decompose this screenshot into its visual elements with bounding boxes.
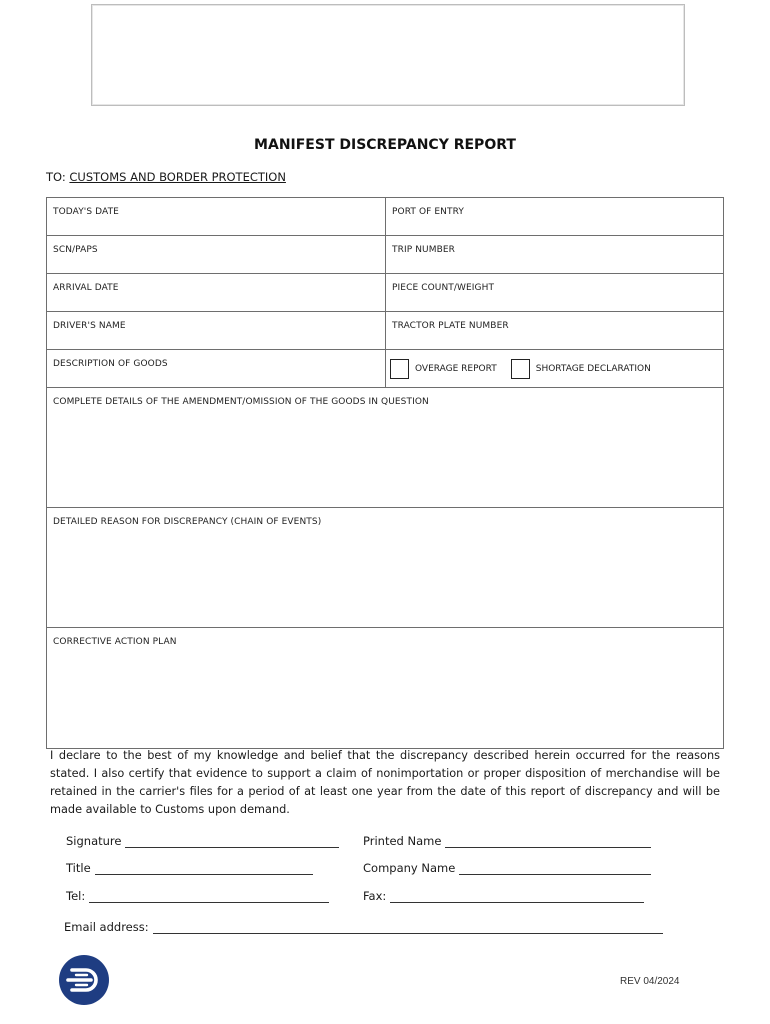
field-label: DESCRIPTION OF GOODS <box>53 359 168 369</box>
declaration-text: I declare to the best of my knowledge and belief that the discrepancy described herein occurred for the reasons stated. I also certify that evidence to support a claim of nonimportation or proper disposition of merchandise will be retained in the carrier's files for a period of at least one year from the date of this report of discrepancy and will be made available to Customs upon demand. <box>50 749 720 816</box>
scn-paps-field[interactable] <box>47 236 386 273</box>
field-label: PORT OF ENTRY <box>392 207 464 217</box>
port-of-entry-field[interactable] <box>386 198 723 235</box>
printed-name-label: Printed Name <box>363 834 442 848</box>
logo-placeholder-box <box>91 4 685 106</box>
form-row <box>47 350 723 388</box>
email-field <box>64 920 663 934</box>
to-recipient: CUSTOMS AND BORDER PROTECTION <box>69 170 286 184</box>
form-row <box>47 274 723 312</box>
report-type-cell <box>386 350 723 387</box>
corrective-action-field[interactable] <box>47 628 723 748</box>
page-title: MANIFEST DISCREPANCY REPORT <box>254 137 516 153</box>
title-label: Title <box>66 861 91 875</box>
company-logo-icon <box>58 954 110 1006</box>
to-label: TO: <box>46 170 66 184</box>
to-line <box>46 170 286 184</box>
revision-label: REV 04/2024 <box>620 976 680 987</box>
fax-input-line[interactable] <box>390 890 644 903</box>
form-row <box>47 508 723 628</box>
description-of-goods-field[interactable] <box>47 350 386 387</box>
drivers-name-field[interactable] <box>47 312 386 349</box>
form-row <box>47 198 723 236</box>
overage-report-option <box>390 359 497 379</box>
signature-label: Signature <box>66 834 122 848</box>
report-form-table <box>46 197 724 749</box>
form-row <box>47 236 723 274</box>
form-row <box>47 388 723 508</box>
field-label: CORRECTIVE ACTION PLAN <box>53 637 177 647</box>
complete-details-field[interactable] <box>47 388 723 507</box>
arrival-date-field[interactable] <box>47 274 386 311</box>
tel-field <box>66 889 329 903</box>
email-label: Email address: <box>64 920 149 934</box>
signature-field <box>66 834 339 848</box>
detailed-reason-field[interactable] <box>47 508 723 627</box>
printed-name-input-line[interactable] <box>445 835 651 848</box>
checkbox-label: OVERAGE REPORT <box>415 363 497 374</box>
todays-date-field[interactable] <box>47 198 386 235</box>
form-row <box>47 628 723 748</box>
checkbox-label: SHORTAGE DECLARATION <box>535 363 651 374</box>
shortage-declaration-option <box>511 359 651 379</box>
field-label: TRACTOR PLATE NUMBER <box>392 321 509 331</box>
fax-label: Fax: <box>363 889 387 903</box>
field-label: SCN/PAPS <box>53 245 98 255</box>
tractor-plate-number-field[interactable] <box>386 312 723 349</box>
printed-name-field <box>363 834 651 848</box>
email-input-line[interactable] <box>153 921 663 934</box>
company-name-input-line[interactable] <box>459 862 651 875</box>
overage-report-checkbox[interactable] <box>390 359 409 379</box>
field-label: DETAILED REASON FOR DISCREPANCY (CHAIN OF EVENTS) <box>53 517 322 527</box>
company-name-label: Company Name <box>363 861 456 875</box>
field-label: DRIVER'S NAME <box>53 321 126 331</box>
fax-field <box>363 889 644 903</box>
tel-input-line[interactable] <box>89 890 329 903</box>
piece-count-weight-field[interactable] <box>386 274 723 311</box>
field-label: ARRIVAL DATE <box>53 283 119 293</box>
signature-input-line[interactable] <box>125 835 339 848</box>
tel-label: Tel: <box>66 889 86 903</box>
report-type-options <box>390 350 719 387</box>
company-name-field <box>363 861 651 875</box>
title-input-line[interactable] <box>95 862 313 875</box>
field-label: TODAY'S DATE <box>53 207 119 217</box>
field-label: PIECE COUNT/WEIGHT <box>392 283 495 293</box>
field-label: TRIP NUMBER <box>392 245 455 255</box>
shortage-declaration-checkbox[interactable] <box>511 359 530 379</box>
form-row <box>47 312 723 350</box>
title-field <box>66 861 313 875</box>
field-label: COMPLETE DETAILS OF THE AMENDMENT/OMISSION OF THE GOODS IN QUESTION <box>53 397 429 407</box>
trip-number-field[interactable] <box>386 236 723 273</box>
